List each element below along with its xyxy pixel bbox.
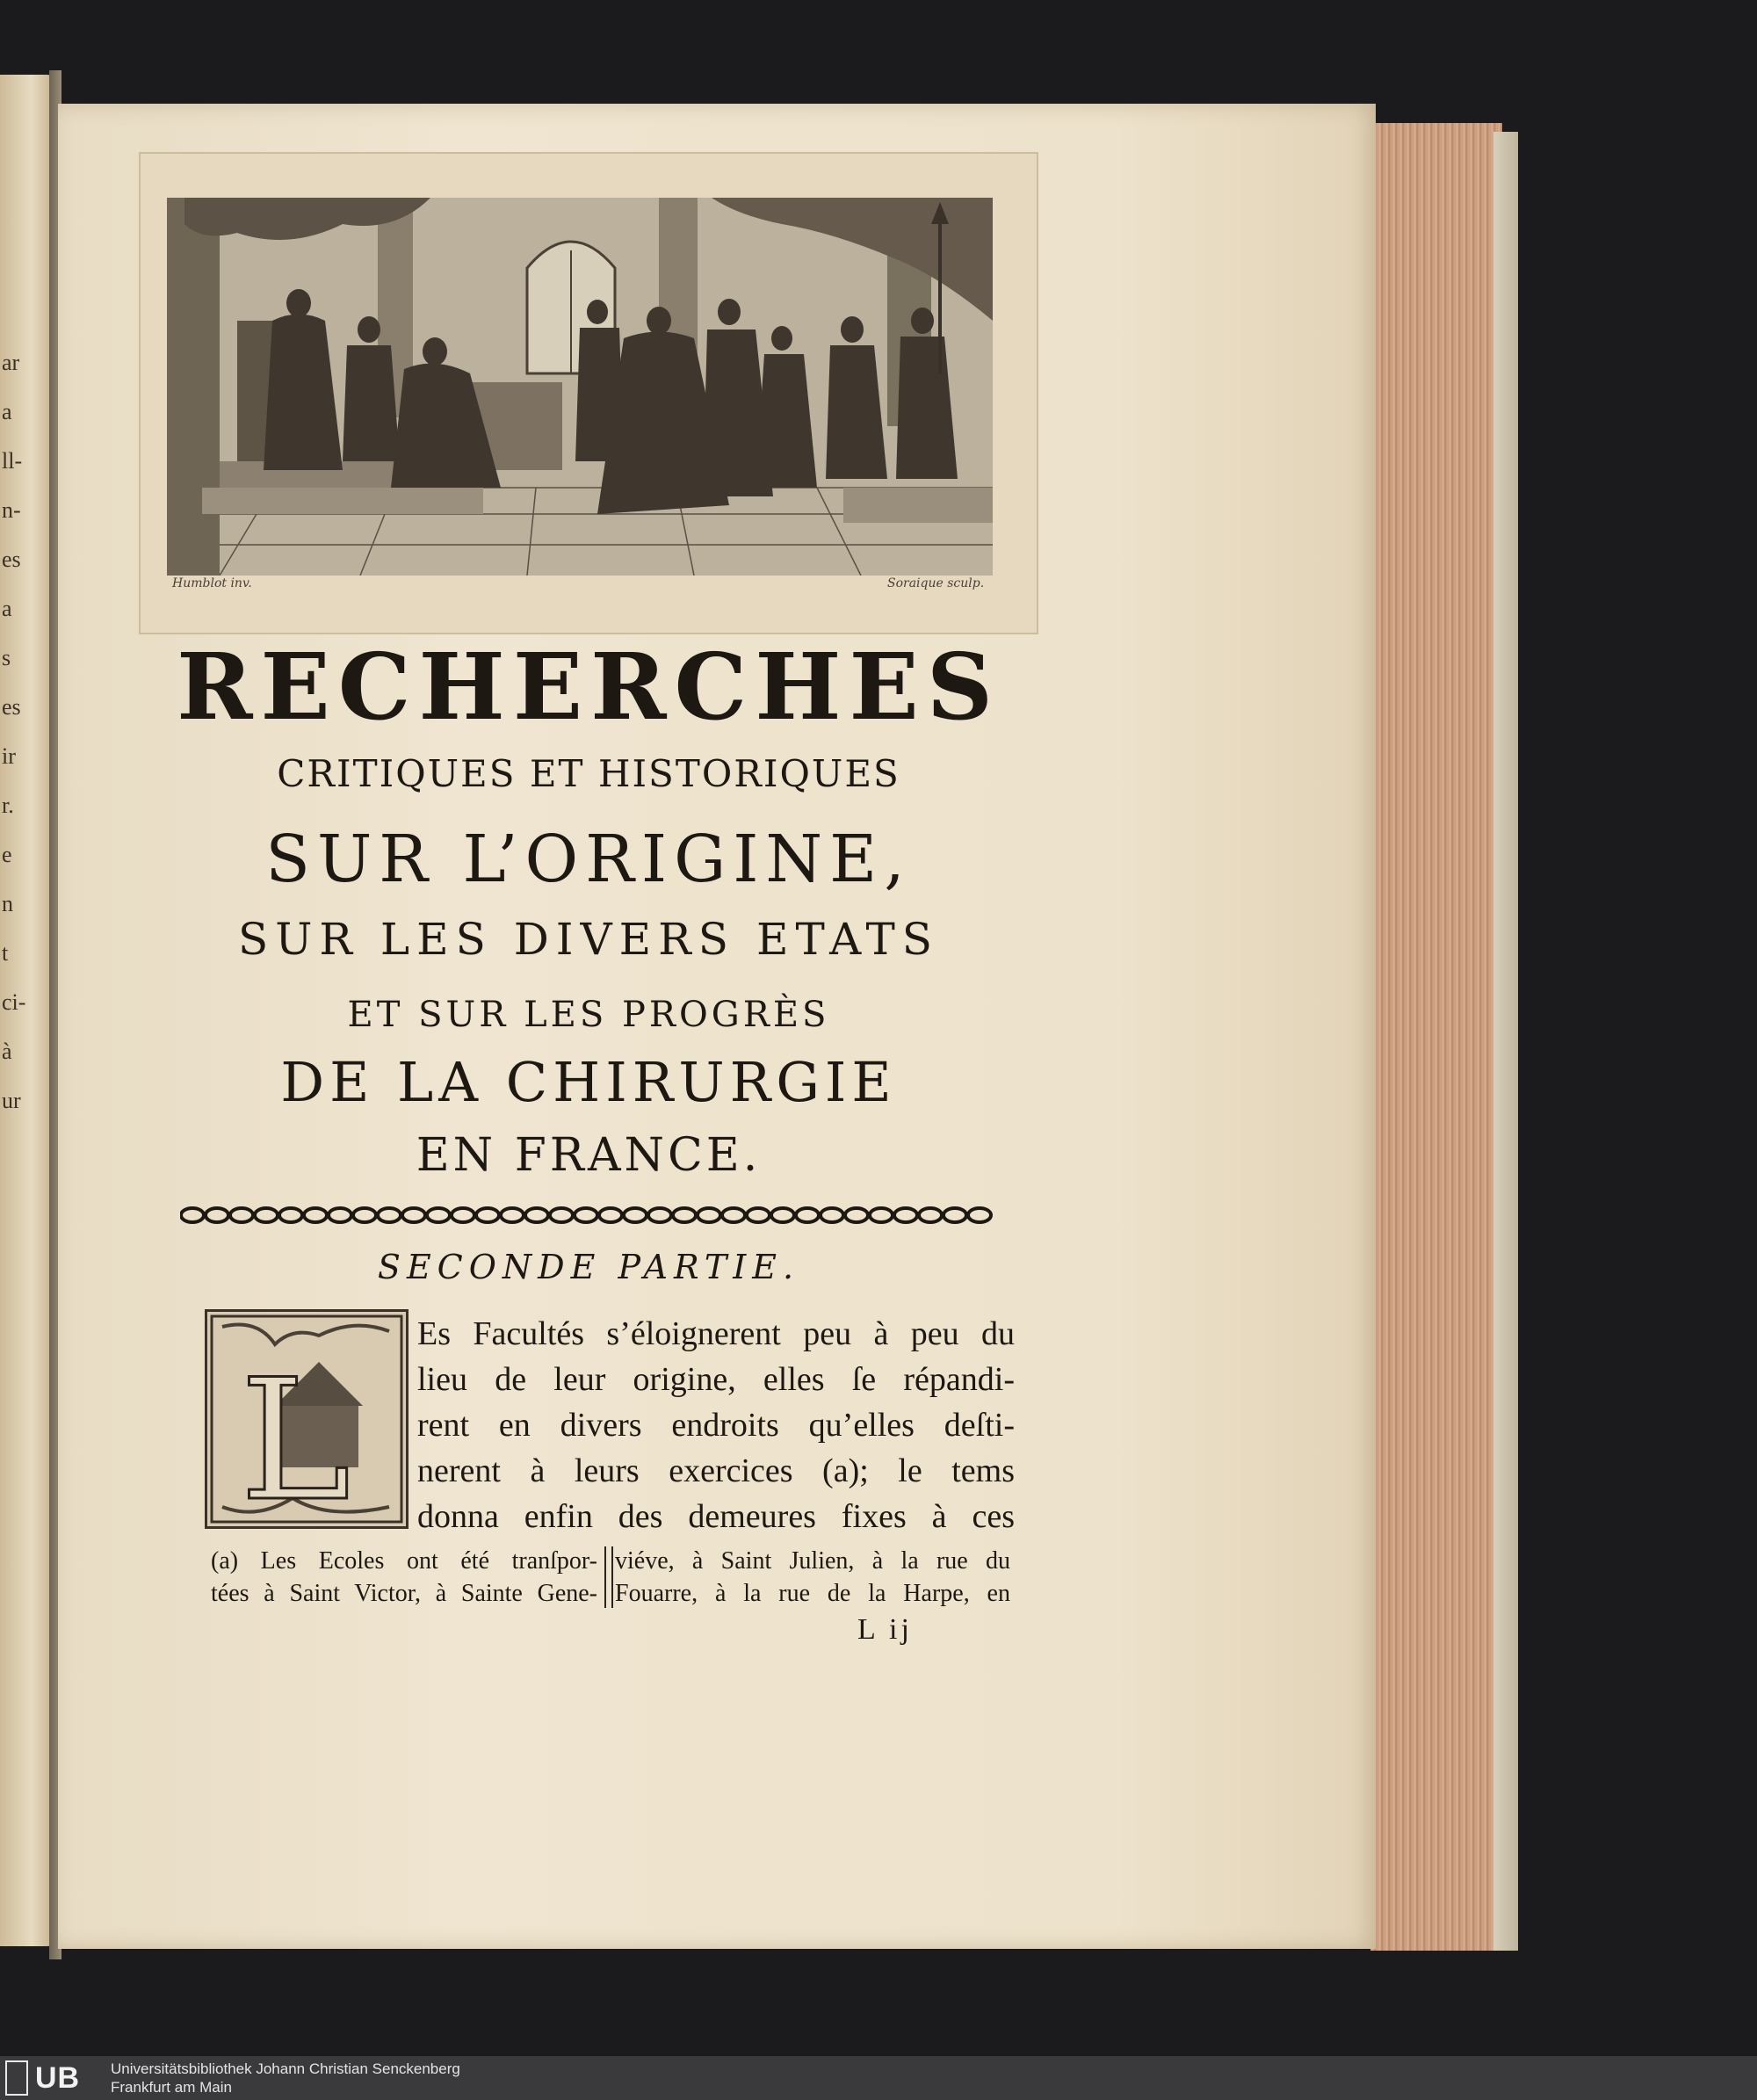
body-line: donna enfin des demeures fixes à ces [417, 1498, 1015, 1535]
footnote-line: Fouarre, à la rue de la Harpe, en [615, 1580, 1010, 1607]
engraver-credit-right: Soraique sculp. [887, 576, 985, 590]
body-line: Es Facultés s’éloignerent peu à peu du [417, 1315, 1015, 1352]
title-line-7: EN FRANCE. [416, 1129, 762, 1182]
chain-link [353, 1208, 376, 1222]
previous-page-fragment: a [2, 399, 12, 424]
previous-page-fragment: ar [2, 350, 20, 375]
footnote-column-rule [604, 1546, 613, 1608]
chain-link [427, 1208, 450, 1222]
body-line: nerent à leurs exercices (a); le tems [417, 1452, 1015, 1489]
chain-link [402, 1208, 425, 1222]
chain-link [796, 1208, 819, 1222]
chain-link [279, 1208, 302, 1222]
chain-link [845, 1208, 868, 1222]
engraver-credit-left: Humblot inv. [172, 576, 252, 590]
chain-link [230, 1208, 253, 1222]
book-cover-edge [1493, 132, 1518, 1951]
book-fore-edge [1370, 123, 1502, 1951]
chain-link [329, 1208, 351, 1222]
chain-link [673, 1208, 696, 1222]
body-paragraph [417, 1311, 1015, 1539]
body-line: rent en divers endroits qu’elles deſti- [417, 1407, 1015, 1444]
previous-page-fragment: ur [2, 1088, 21, 1113]
title-line-5: ET SUR LES PROGRÈS [347, 995, 830, 1035]
engraving-scene-icon [167, 198, 993, 576]
chain-link [894, 1208, 917, 1222]
chain-link [648, 1208, 671, 1222]
chain-link [698, 1208, 720, 1222]
chain-link [722, 1208, 745, 1222]
chain-link [575, 1208, 597, 1222]
footnote-line: viéve, à Saint Julien, à la rue du [615, 1547, 1010, 1575]
previous-page-fragment: a [2, 596, 12, 621]
chain-link [525, 1208, 548, 1222]
ub-logo-text: UB [35, 2060, 81, 2095]
previous-page-fragment: es [2, 694, 21, 720]
title-line-1: RECHERCHES [177, 633, 1001, 741]
previous-page-text [0, 338, 53, 1126]
previous-page-edge [0, 75, 53, 1946]
ub-logo[interactable] [5, 2060, 100, 2096]
engraving-illustration [167, 198, 993, 576]
previous-page-fragment: n- [2, 497, 21, 523]
library-credit [111, 2060, 460, 2096]
library-city: Frankfurt am Main [111, 2079, 232, 2096]
chain-link [599, 1208, 622, 1222]
chain-link [181, 1208, 204, 1222]
chain-link [870, 1208, 893, 1222]
initial-letter-ornament-icon [205, 1309, 409, 1529]
chain-link [476, 1208, 499, 1222]
chain-link [501, 1208, 524, 1222]
initial-letter: L [240, 1343, 351, 1529]
library-footer-bar [0, 2056, 1757, 2100]
chain-link [550, 1208, 573, 1222]
title-line-3: SUR L’ORIGINE, [265, 822, 912, 897]
ub-logo-icon [5, 2060, 28, 2096]
previous-page-fragment: ir [2, 743, 16, 769]
chain-link [255, 1208, 278, 1222]
footnote-line: tées à Saint Victor, à Sainte Gene- [211, 1580, 597, 1607]
previous-page-fragment: r. [2, 793, 14, 818]
previous-page-fragment: t [2, 940, 9, 966]
section-subtitle: SECONDE PARTIE. [377, 1248, 800, 1286]
chain-link [944, 1208, 966, 1222]
footnote-left-column [211, 1545, 597, 1610]
previous-page-fragment: s [2, 645, 11, 670]
previous-page-fragment: à [2, 1039, 12, 1064]
chain-link [304, 1208, 327, 1222]
title-line-2: CRITIQUES ET HISTORIQUES [277, 752, 900, 795]
library-name: Universitätsbibliothek Johann Christian Senckenberg [111, 2060, 460, 2077]
chain-link [747, 1208, 770, 1222]
previous-page-fragment: es [2, 547, 21, 572]
previous-page-fragment: ll- [2, 448, 23, 474]
chain-link [919, 1208, 942, 1222]
chain-link [624, 1208, 647, 1222]
ornamental-chain-divider [180, 1202, 1006, 1228]
chain-link [206, 1208, 228, 1222]
title-line-4: SUR LES DIVERS ETATS [237, 914, 940, 965]
decorated-initial [205, 1309, 409, 1529]
chain-link [452, 1208, 474, 1222]
signature-mark: L ij [857, 1613, 913, 1646]
previous-page-fragment: n [2, 891, 13, 916]
title-line-6: DE LA CHIRURGIE [280, 1050, 897, 1114]
footnote-right-column [615, 1545, 1010, 1610]
chain-link [378, 1208, 401, 1222]
chain-link [771, 1208, 794, 1222]
footnote-line: (a) Les Ecoles ont été tranſpor- [211, 1547, 597, 1575]
previous-page-fragment: e [2, 842, 12, 867]
chain-link [821, 1208, 843, 1222]
previous-page-fragment: ci- [2, 989, 26, 1015]
body-line: lieu de leur origine, elles ſe répandi- [417, 1361, 1015, 1398]
chain-link [968, 1208, 991, 1222]
